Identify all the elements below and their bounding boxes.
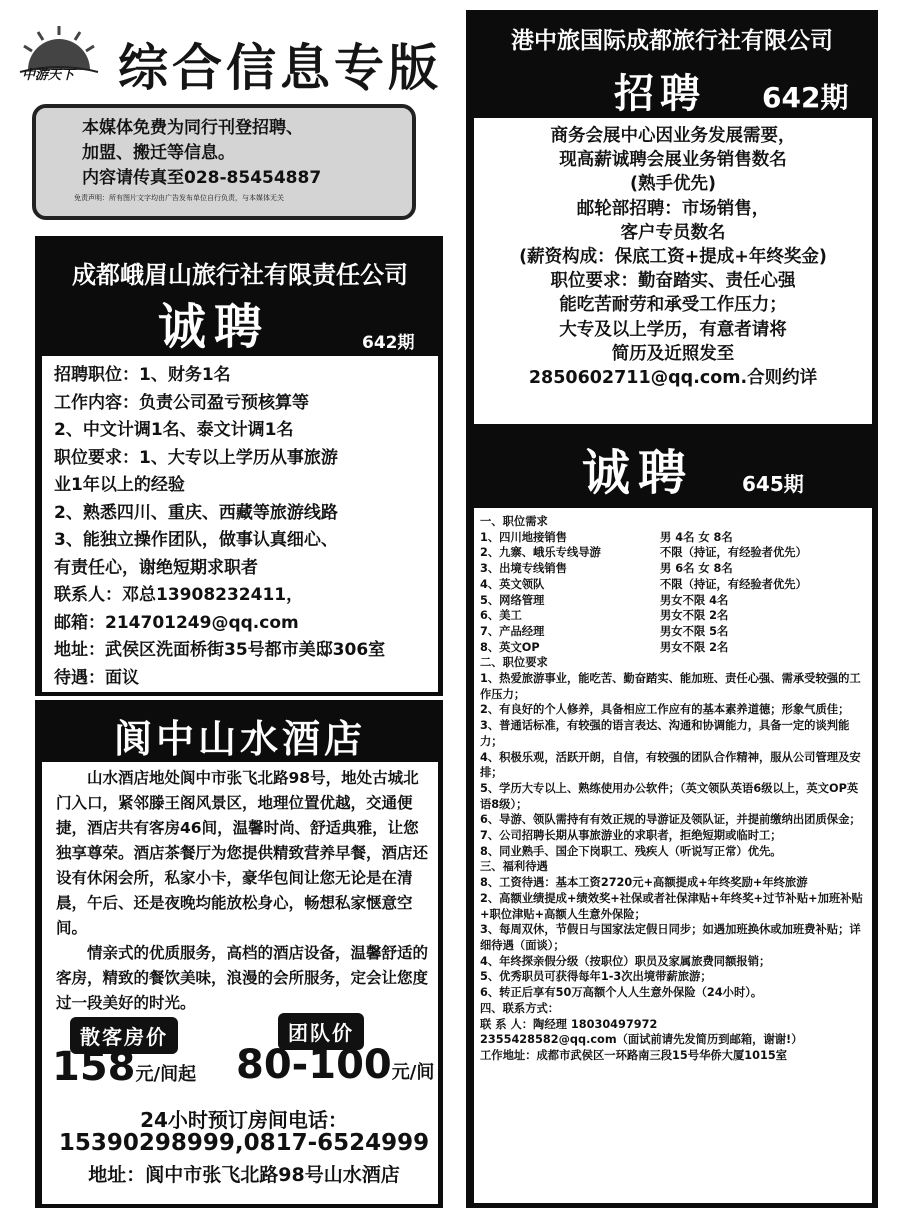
section-title: 二、职位要求 <box>480 656 548 670</box>
requirement-item: 4、积极乐观，活跃开朗，自信，有较强的团队合作精神，服从公司管理及安排； <box>480 750 861 780</box>
single-price-tag: 散客房价 <box>70 1017 178 1054</box>
position-name: 6、美工 <box>480 609 522 623</box>
group-price-tag: 团队价 <box>278 1013 364 1050</box>
group-price <box>236 1042 434 1088</box>
emei-issue: 642期 <box>362 333 415 353</box>
emei-company: 成都峨眉山旅行社有限责任公司 <box>72 261 408 289</box>
benefit-item: 8、工资待遇：基本工资2720元+高额提成+年终奖励+年终旅游 <box>480 876 808 890</box>
emei-line: 招聘职位：1、财务1名 <box>54 365 231 385</box>
position-name: 8、英文OP <box>480 640 540 654</box>
requirement-item: 7、公司招聘长期从事旅游业的求职者，拒绝短期或临时工； <box>480 829 782 843</box>
position-row <box>480 624 868 640</box>
work-address: 工作地址：成都市武侯区一环路南三段15号华侨大厦1015室 <box>480 1048 787 1062</box>
emei-line: 3、能独立操作团队，做事认真细心、 <box>54 530 338 550</box>
emei-line: 待遇：面议 <box>54 667 139 688</box>
position-name: 1、四川地接销售 <box>480 530 567 544</box>
contact-person: 联 系 人：陶经理 18030497972 <box>480 1017 658 1031</box>
position-req: 男女不限 2名 <box>660 609 729 623</box>
hkcts-issue: 642期 <box>762 81 849 114</box>
position-req: 男 6名 女 8名 <box>660 562 733 576</box>
position-row <box>480 593 868 609</box>
single-price-unit: 元/间起 <box>135 1064 197 1085</box>
hkcts-line: (熟手优先) <box>630 174 716 195</box>
section-title: 四、联系方式： <box>480 1001 560 1015</box>
page-title: 综合信息专版 <box>118 38 442 97</box>
benefit-item: 4、年终探亲假分级（按职位）职员及家属旅费同额报销； <box>480 954 771 968</box>
hkcts-line: 2850602711@qq.com.合则约详 <box>528 368 818 389</box>
position-row <box>480 530 868 546</box>
requirement-item: 8、同业熟手、国企下岗职工、残疾人（听说写正常）优先。 <box>480 844 782 858</box>
recruit-text <box>480 514 868 1064</box>
notice-box <box>32 104 416 220</box>
position-name: 4、英文领队 <box>480 577 545 591</box>
position-name: 5、网络管理 <box>480 593 545 607</box>
hkcts-line: 职位要求：勤奋踏实、责任心强 <box>550 271 796 292</box>
benefit-item: 3、每周双休，节假日与国家法定假日同步；如遇加班换休或加班费补贴；详细待遇（面谈）； <box>480 923 861 952</box>
hkcts-heading: 招聘 <box>614 71 706 117</box>
requirement-item: 2、有良好的个人修养，具备相应工作应有的基本素养道德；形象气质佳； <box>480 703 850 717</box>
position-req: 男 4名 女 8名 <box>660 530 733 544</box>
hkcts-company: 港中旅国际成都旅行社有限公司 <box>511 28 833 54</box>
single-price-value: 158 <box>52 1044 136 1090</box>
position-row <box>480 561 868 577</box>
emei-body <box>42 356 438 692</box>
logo-text: 中游天下 <box>22 68 75 83</box>
emei-line: 业1年以上的经验 <box>54 475 185 495</box>
tel-label: 24小时预订房间电话： <box>140 1108 348 1132</box>
benefit-item: 5、优秀职员可获得每年1-3次出境带薪旅游； <box>480 970 712 984</box>
disclaimer: 免责声明：所有图片文字均由广告发布单位自行负责，与本媒体无关 <box>74 194 284 202</box>
position-row <box>480 545 868 561</box>
recruit-heading: 诚聘 <box>582 445 695 501</box>
emei-line: 2、熟悉四川、重庆、西藏等旅游线路 <box>54 502 338 523</box>
section-title: 一、职位需求 <box>480 515 548 528</box>
emei-line: 联系人：邓总13908232411， <box>54 585 304 605</box>
hkcts-line: 能吃苦耐劳和承受工作压力； <box>559 295 787 316</box>
benefit-item: 6、转正后享有50万高额个人人生意外保险（24小时）。 <box>480 986 763 1000</box>
requirement-item: 5、学历大专以上、熟练使用办公软件；（英文领队英语6级以上，英文OP英语8级）； <box>480 781 859 811</box>
notice-line: 本媒体免费为同行刊登招聘、 <box>82 118 303 138</box>
hkcts-line: 大专及以上学历，有意者请将 <box>559 319 787 340</box>
emei-line: 职位要求：1、大专以上学历从事旅游 <box>54 447 338 468</box>
benefit-item: 2、高额业绩提成+绩效奖+社保或者社保津贴+年终奖+过节补贴+加班补贴+职位津贴+高额人生意外保险； <box>480 891 863 921</box>
tel-numbers: 15390298999,0817-6524999 <box>58 1130 430 1156</box>
hotel-paragraph: 山水酒店地处阆中市张飞北路98号，地处古城北门入口，紧邻滕王阁风景区，地理位置优越，交通便捷，酒店共有客房46间，温馨时尚、舒适典雅，让您独享尊荣。酒店茶餐厅为您提供精致营养早餐，酒店还设有休闲会所，私家小卡，豪华包间让您无论是在清晨，午后、还是夜晚均能放松身心，畅想私家惬意空间。 <box>56 769 429 937</box>
contact-email: 2355428582@qq.com（面试前请先发简历到邮箱，谢谢!） <box>480 1033 803 1047</box>
emei-line: 2、中文计调1名、泰文计调1名 <box>54 420 294 440</box>
position-name: 2、九寨、峨乐专线导游 <box>480 546 601 560</box>
emei-line: 邮箱：214701249@qq.com <box>54 612 299 633</box>
hkcts-line: 客户专员数名 <box>620 222 726 243</box>
notice-line: 加盟、搬迁等信息。 <box>82 143 235 163</box>
hkcts-body <box>474 118 872 424</box>
single-price <box>52 1044 196 1090</box>
position-req: 男女不限 5名 <box>660 624 729 638</box>
hotel-name: 阆中山水酒店 <box>113 717 366 761</box>
hkcts-line: 现高薪诚聘会展业务销售数名 <box>559 150 787 171</box>
hkcts-line: 邮轮部招聘：市场销售， <box>576 198 770 219</box>
notice-line: 内容请传真至028-85454887 <box>82 168 322 188</box>
position-req: 不限（持证，有经验者优先） <box>660 546 807 560</box>
position-name: 3、出境专线销售 <box>480 562 567 576</box>
position-req: 男女不限 4名 <box>660 593 729 607</box>
position-req: 不限（持证，有经验者优先） <box>660 577 807 591</box>
hkcts-line: (薪资构成：保底工资+提成+年终奖金) <box>519 247 827 268</box>
position-row <box>480 640 868 656</box>
recruit-issue: 645期 <box>742 472 804 496</box>
emei-line: 工作内容：负责公司盈亏预核算等 <box>54 392 309 413</box>
section-title: 三、福利待遇 <box>480 860 548 874</box>
requirement-item: 6、导游、领队需持有有效正规的导游证及领队证，并提前缴纳出团质保金； <box>480 813 861 827</box>
emei-heading: 诚聘 <box>158 299 271 355</box>
position-row <box>480 577 868 593</box>
hotel-paragraph: 情亲式的优质服务，高档的酒店设备，温馨舒适的客房，精致的餐饮美味，浪漫的会所服务，定会让您度过一段美好的时光。 <box>56 944 429 1012</box>
emei-line: 有责任心，谢绝短期求职者 <box>54 557 258 578</box>
group-price-value: 80-100 <box>236 1042 392 1088</box>
hotel-description <box>56 766 428 1016</box>
group-price-unit: 元/间 <box>391 1062 435 1083</box>
position-req: 男女不限 2名 <box>660 640 729 654</box>
position-row <box>480 608 868 624</box>
requirement-item: 1、热爱旅游事业，能吃苦、勤奋踏实、能加班、责任心强、需承受较强的工作压力； <box>480 672 861 701</box>
hkcts-line: 简历及近照发至 <box>611 343 735 364</box>
emei-line: 地址：武侯区洗面桥街35号都市美邸306室 <box>54 640 386 660</box>
hkcts-line: 商务会展中心因业务发展需要， <box>550 126 796 146</box>
hotel-address: 地址：阆中市张飞北路98号山水酒店 <box>88 1164 400 1186</box>
requirement-item: 3、普通话标准，有较强的语言表达、沟通和协调能力，具备一定的谈判能力； <box>480 719 850 748</box>
position-name: 7、产品经理 <box>480 624 545 638</box>
